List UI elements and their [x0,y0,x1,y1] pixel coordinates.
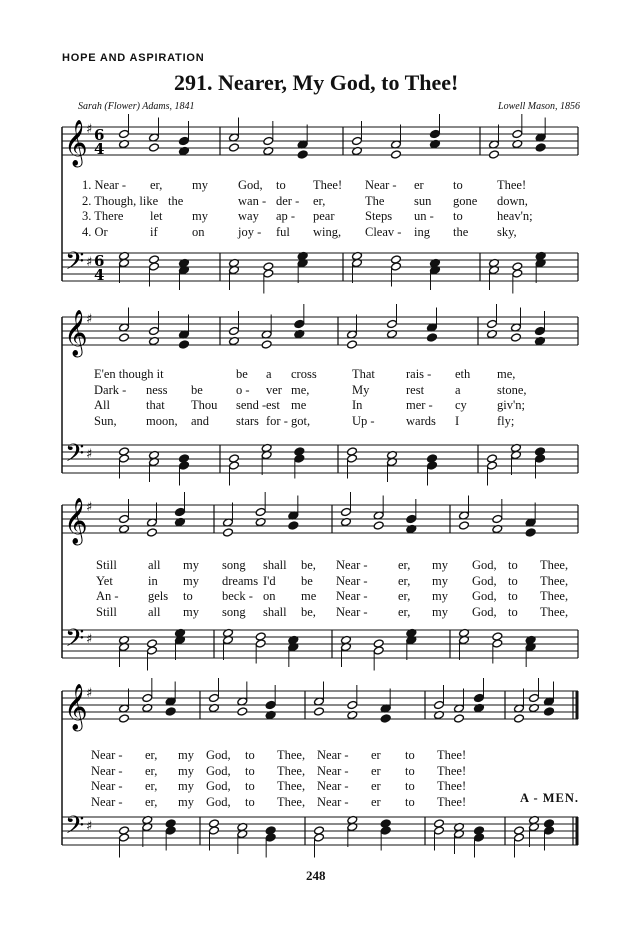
bass-key-signature-sharp: ♯ [86,632,93,647]
treble-notehead [391,150,402,159]
lyric-verse-1-line [0,367,640,383]
lyric-syllable: heav'n; [497,209,533,223]
bass-notehead [434,826,445,835]
lyric-syllable: to [276,178,286,192]
lyric-syllable: wards [406,413,436,428]
treble-notehead [142,693,153,702]
lyric-syllable: er, [145,763,158,778]
treble-notehead [209,693,220,702]
lyric-syllable: All [94,398,110,412]
treble-notehead [175,507,186,516]
treble-notehead [430,129,441,138]
treble-notehead [314,707,325,716]
lyric-syllable: Thee, [277,748,306,762]
lyric-syllable: Thee, [540,558,569,572]
bass-notehead [314,833,325,842]
lyric-syllable: der - [276,193,300,208]
lyric-syllable: Near - [365,178,397,192]
treble-notehead [265,700,276,709]
lyric-syllable: to [508,604,518,619]
bass-notehead [229,461,240,470]
lyric-syllable: song [222,604,246,619]
bass-notehead [255,639,266,648]
treble-notehead [263,136,274,145]
lyric-syllable: to [405,794,415,809]
lyric-syllable: In [352,398,363,412]
treble-notehead [535,326,546,335]
treble-notehead [525,528,536,537]
treble-notehead [179,136,190,145]
bass-key-signature-sharp: ♯ [86,255,93,270]
treble-notehead [119,333,130,342]
bass-notehead [544,826,555,835]
lyric-syllable: be [236,367,248,381]
lyric-syllable: I'd [263,573,276,588]
lyric-syllable: giv'n; [497,398,525,412]
lyric-syllable: all [148,558,161,572]
lyric-syllable: eth [455,367,471,381]
treble-notehead [511,333,522,342]
lyric-syllable: my [432,573,448,588]
lyric-verse-2-line [0,764,640,780]
lyric-syllable: er [371,794,381,809]
lyric-syllable: er [371,779,381,793]
lyric-syllable: Near - [336,558,368,572]
treble-key-signature-sharp: ♯ [86,500,93,515]
lyric-syllable: Near - [336,604,368,619]
bass-key-signature-sharp: ♯ [86,819,93,834]
lyric-syllable: to [405,779,415,793]
lyric-verse-2-line [0,383,640,399]
treble-notehead [119,714,130,723]
lyric-syllable: way [238,209,259,223]
treble-notehead [223,528,234,537]
bass-notehead [147,646,158,655]
lyric-syllable: Near - [336,589,368,603]
lyric-syllable: I [455,413,460,428]
treble-notehead [119,514,130,523]
lyric-syllable: Near - [317,763,349,778]
lyric-syllable: to [453,209,463,223]
treble-notehead [489,150,500,159]
lyric-syllable: God, [206,763,231,778]
treble-key-signature-sharp: ♯ [86,686,93,701]
lyric-syllable: that [146,398,165,412]
lyric-syllable: God, [472,589,497,603]
lyric-syllable: ver [266,382,282,397]
lyric-syllable: er, [145,748,158,762]
lyric-syllable: cy [455,398,467,412]
lyric-syllable: An - [96,589,119,603]
bass-notehead [347,454,358,463]
bass-notehead [487,461,498,470]
lyric-verse-4-line [0,414,640,430]
lyric-syllable: down, [497,193,528,208]
lyric-syllable: The [365,193,385,208]
lyric-verse-2-line [0,194,640,210]
lyric-syllable: er, [398,558,411,572]
treble-clef-icon: 𝄞 [64,498,88,544]
lyric-syllable: er, [150,178,163,192]
lyric-syllable: fly; [497,413,515,428]
lyric-syllable: beck - [222,589,253,603]
lyric-verse-3-line [0,398,640,414]
lyric-syllable: Sun, [94,413,117,428]
bass-notehead [119,454,130,463]
lyric-syllable: ap - [276,209,296,223]
lyric-syllable: 3. There [82,209,124,223]
lyric-syllable: Thee! [437,763,467,778]
treble-key-signature-sharp: ♯ [86,312,93,327]
bass-notehead [512,269,523,278]
lyric-syllable: shall [263,558,287,572]
lyric-syllable: Still [96,558,117,572]
treble-notehead [474,693,485,702]
lyric-syllable: ful [276,224,290,239]
lyric-syllable: Thee, [277,763,306,778]
treble-notehead [352,136,363,145]
treble-notehead [380,714,391,723]
lyric-syllable: song [222,558,246,572]
lyric-syllable: Up - [352,413,375,428]
lyric-syllable: shall [263,604,287,619]
lyric-syllable: me, [497,367,516,381]
lyric-syllable: sky, [497,224,517,239]
lyric-syllable: God, [206,794,231,809]
lyric-syllable: me [301,589,317,603]
lyric-syllable: er [371,763,381,778]
treble-notehead [297,150,308,159]
lyric-syllable: mer - [406,398,433,412]
treble-notehead [147,528,158,537]
lyric-syllable: to [245,794,255,809]
lyric-verse-3-line [0,209,640,225]
lyric-syllable: gone [453,193,478,208]
lyric-syllable: in [148,573,158,588]
lyric-syllable: o - [236,382,250,397]
lyric-syllable: Yet [96,573,113,588]
treble-clef-icon: 𝄞 [64,120,88,166]
lyric-syllable: Thee, [540,604,569,619]
treble-notehead [179,340,190,349]
bass-time-signature-bottom: 4 [94,266,105,284]
lyric-syllable: to [508,589,518,603]
lyric-syllable: the [453,224,469,239]
lyric-syllable: God, [206,779,231,793]
lyric-syllable: Thou [191,398,218,412]
lyric-verse-4-line [0,605,640,621]
lyric-syllable: God, [472,558,497,572]
lyric-syllable: wan - [238,193,267,208]
lyric-syllable: Thee! [497,178,527,192]
lyric-syllable: er, [398,589,411,603]
lyric-syllable: to [405,748,415,762]
lyric-syllable: Near - [91,748,123,762]
lyric-syllable: Thee! [437,748,467,762]
lyric-syllable: let [150,209,163,223]
treble-notehead [347,340,358,349]
lyric-syllable: joy - [238,224,262,239]
lyric-verse-4-line [0,225,640,241]
lyric-syllable: sun [414,193,432,208]
treble-notehead [434,700,445,709]
treble-notehead [427,333,438,342]
lyric-syllable: Near - [336,573,368,588]
treble-notehead [492,514,503,523]
treble-notehead [512,129,523,138]
bass-notehead [294,454,305,463]
lyric-syllable: E'en though it [94,367,164,381]
lyric-syllable: to [245,763,255,778]
bass-notehead [373,646,384,655]
lyric-syllable: 4. Or [82,224,108,239]
lyric-syllable: a [455,382,461,397]
lyric-syllable: rais - [406,367,432,381]
hymn-title: 291. Nearer, My God, to Thee! [174,70,459,95]
lyric-syllable: a [266,367,272,381]
lyric-syllable: if [150,224,158,239]
lyric-syllable: for - [266,413,288,428]
lyric-syllable: the [168,193,184,208]
lyric-syllable: cross [291,367,317,381]
treble-notehead [459,521,470,530]
lyric-syllable: er, [313,193,326,208]
lyric-syllable: Thee, [277,779,306,793]
lyric-syllable: my [178,794,194,809]
lyric-syllable: be, [301,604,316,619]
treble-notehead [454,714,465,723]
treble-notehead [149,326,160,335]
bass-notehead [119,833,130,842]
lyric-syllable: got, [291,413,311,428]
lyric-syllable: er [371,748,381,762]
treble-notehead [387,319,398,328]
bass-time-signature-top: 6 [94,252,105,270]
bass-notehead [149,262,160,271]
lyric-syllable: to [245,779,255,793]
bass-notehead [380,826,391,835]
lyric-syllable: to [183,589,193,603]
lyric-syllable: to [508,573,518,588]
bass-staff [62,445,578,473]
lyric-syllable: God, [206,748,231,762]
treble-time-signature-top: 6 [94,126,105,144]
treble-notehead [294,319,305,328]
treble-notehead [341,507,352,516]
lyric-syllable: My [352,382,370,397]
lyric-syllable: my [178,763,194,778]
lyric-verse-1-line [0,178,640,194]
lyric-syllable: That [352,367,375,381]
lyric-syllable: to [508,558,518,572]
lyric-syllable: me, [291,382,310,397]
lyric-syllable: God, [472,604,497,619]
treble-clef-icon: 𝄞 [64,684,88,730]
lyric-syllable: stars [236,413,259,428]
bass-clef-icon: 𝄢 [65,811,85,846]
lyric-syllable: my [192,209,208,223]
lyric-syllable: my [183,558,199,572]
lyric-syllable: Dark - [94,382,127,397]
lyric-syllable: moon, [146,413,178,428]
lyric-syllable: Near - [91,794,123,809]
treble-notehead [149,143,160,152]
treble-clef-icon: 𝄞 [64,310,88,356]
lyric-syllable: er, [398,604,411,619]
lyric-syllable: ing [414,224,430,239]
bass-notehead [391,262,402,271]
treble-notehead [373,521,384,530]
lyric-syllable: my [432,589,448,603]
lyric-syllable: on [263,589,276,603]
lyric-verse-1-line [0,748,640,764]
lyric-syllable: my [183,573,199,588]
lyric-syllable: God, [238,178,263,192]
lyric-syllable: Thee! [437,779,467,793]
lyric-syllable: rest [406,382,425,397]
treble-notehead [529,693,540,702]
lyric-syllable: er, [398,573,411,588]
treble-notehead [237,707,248,716]
lyric-syllable: my [432,604,448,619]
treble-notehead [544,707,555,716]
lyric-syllable: Thee, [277,794,306,809]
amen-label: A - MEN. [520,791,580,805]
lyric-syllable: to [405,763,415,778]
lyric-syllable: Near - [317,748,349,762]
lyric-syllable: Still [96,604,117,619]
lyric-syllable: my [183,604,199,619]
lyric-syllable: Thee! [313,178,343,192]
lyric-syllable: my [192,178,208,192]
bass-notehead [209,826,220,835]
bass-clef-icon: 𝄢 [65,624,85,659]
bass-staff [62,253,578,281]
lyric-syllable: gels [148,589,169,603]
treble-time-signature-bottom: 4 [94,140,105,158]
lyricist-credit: Sarah (Flower) Adams, 1841 [78,101,195,112]
treble-notehead [255,507,266,516]
lyric-syllable: est [266,398,280,412]
lyric-syllable: ness [146,382,168,397]
lyric-syllable: 1. Near - [82,178,127,192]
lyric-syllable: Thee, [540,573,569,588]
treble-notehead [288,521,299,530]
lyric-syllable: be [301,573,313,588]
lyric-syllable: to [245,748,255,762]
lyric-syllable: pear [313,209,335,223]
treble-notehead [261,340,272,349]
lyric-syllable: dreams [222,573,259,588]
composer-credit: Lowell Mason, 1856 [498,101,580,112]
lyric-syllable: 2. Though, like [82,193,159,208]
bass-notehead [474,833,485,842]
lyric-syllable: on [192,224,205,239]
lyric-syllable: wing, [313,224,342,239]
lyric-syllable: Near - [317,779,349,793]
lyric-syllable: er, [145,794,158,809]
lyric-verse-1-line [0,558,640,574]
lyric-syllable: my [178,748,194,762]
bass-notehead [165,826,176,835]
lyric-syllable: my [432,558,448,572]
bass-key-signature-sharp: ♯ [86,447,93,462]
treble-notehead [229,143,240,152]
lyric-syllable: to [453,178,463,192]
treble-notehead [229,326,240,335]
treble-notehead [347,700,358,709]
lyric-syllable: my [178,779,194,793]
treble-notehead [514,714,525,723]
treble-key-signature-sharp: ♯ [86,122,93,137]
bass-notehead [265,833,276,842]
lyric-syllable: Thee, [540,589,569,603]
lyric-syllable: me [291,398,307,412]
bass-clef-icon: 𝄢 [65,247,85,282]
bass-notehead [535,454,546,463]
treble-notehead [535,143,546,152]
bass-clef-icon: 𝄢 [65,439,85,474]
treble-staff [62,317,578,345]
lyric-syllable: Steps [365,209,393,223]
lyric-syllable: God, [472,573,497,588]
lyric-verse-2-line [0,574,640,590]
treble-notehead [119,129,130,138]
lyric-syllable: send - [236,398,267,412]
lyric-syllable: un - [414,209,434,223]
section-label: HOPE AND ASPIRATION [62,52,205,64]
bass-notehead [179,461,190,470]
page-number: 248 [306,868,326,883]
lyric-syllable: be, [301,558,316,572]
treble-notehead [406,514,417,523]
lyric-syllable: er [414,178,424,192]
treble-staff [62,127,578,155]
bass-notehead [263,269,274,278]
lyric-verse-3-line [0,589,640,605]
lyric-syllable: stone, [497,382,527,397]
treble-notehead [165,707,176,716]
lyric-syllable: Near - [317,794,349,809]
lyric-syllable: Near - [91,763,123,778]
lyric-syllable: be [191,382,203,397]
lyric-syllable: Thee! [437,794,467,809]
bass-notehead [514,833,525,842]
bass-notehead [427,461,438,470]
treble-notehead [487,319,498,328]
lyric-syllable: Near - [91,779,123,793]
lyric-syllable: Cleav - [365,224,402,239]
lyric-syllable: all [148,604,161,619]
bass-notehead [492,639,503,648]
lyric-syllable: er, [145,779,158,793]
lyric-syllable: and [191,413,210,428]
